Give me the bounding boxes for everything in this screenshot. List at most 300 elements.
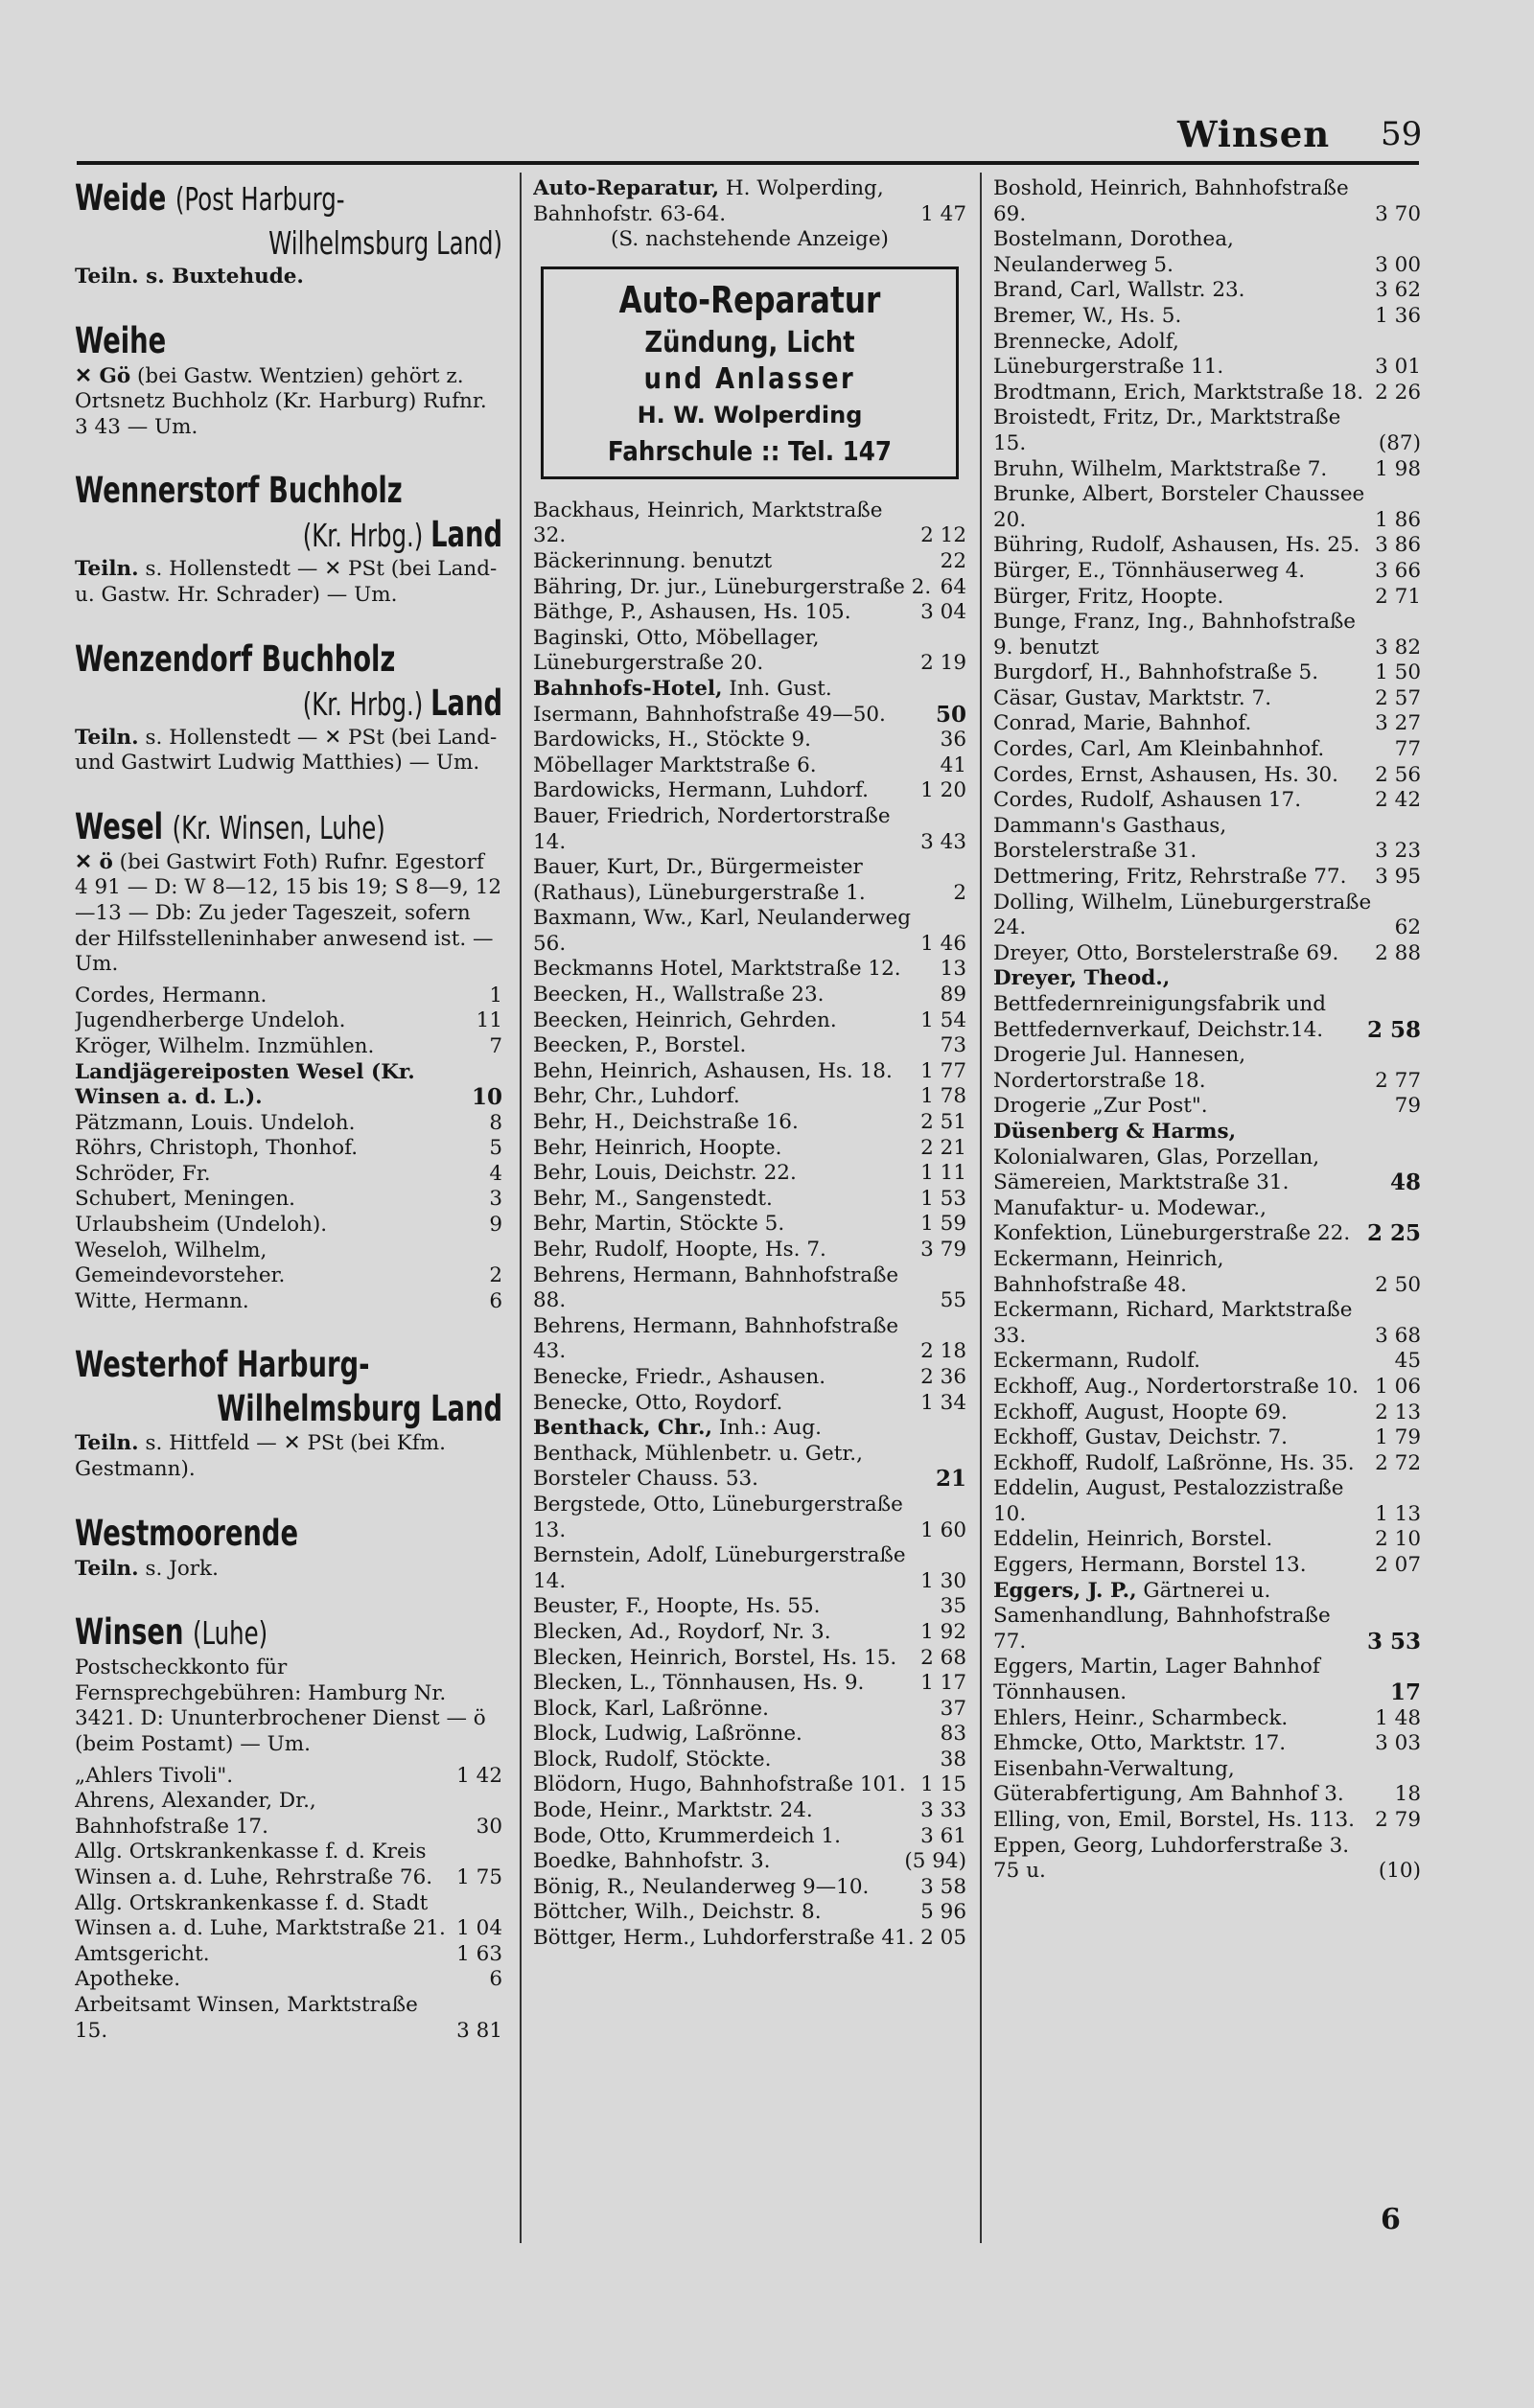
place-heading-main: Wennerstorf Buchholz: [75, 470, 403, 512]
directory-entry: [533, 957, 966, 983]
place-note: [75, 1656, 502, 1757]
entry-name: Allg. Ortskrankenkasse f. d. Stadt Winsen a. d. Luhe, Marktstraße 21.: [75, 1890, 446, 1941]
directory-entry: [75, 1162, 502, 1188]
entry-phone-number: 1 36: [1375, 303, 1421, 328]
entry-phone-number: 79: [1394, 1094, 1421, 1119]
entry-name: Bode, Heinr., Marktstr. 24.: [533, 1798, 813, 1823]
directory-entry: [75, 1891, 502, 1942]
entry-phone-number: 1 11: [920, 1161, 966, 1186]
entry-phone-number: (10): [1378, 1859, 1421, 1884]
place-heading-sub: (Post Harburg-: [174, 180, 345, 218]
entry-name: Bähring, Dr. jur., Lüneburgerstraße 2.: [533, 574, 932, 599]
entry-name: Amtsgericht.: [75, 1941, 210, 1966]
entry-phone-number: 83: [940, 1722, 966, 1747]
entry-phone-number: 9: [489, 1213, 502, 1238]
entry-phone-number: 2 88: [1375, 940, 1421, 965]
place-heading: [75, 1512, 502, 1557]
directory-entry: [993, 1094, 1421, 1120]
advertisement-box: [541, 266, 959, 479]
directory-entry: [75, 1111, 502, 1137]
entry-name: Jugendherberge Undeloh.: [75, 1008, 346, 1033]
entry-name: Backhaus, Heinrich, Marktstraße 32.: [533, 498, 883, 548]
directory-entry: [993, 610, 1421, 660]
entry-name: Blecken, Ad., Roydorf, Nr. 3.: [533, 1619, 831, 1644]
entry-name: Eckhoff, August, Hoopte 69.: [993, 1400, 1288, 1424]
entry-name: Ahrens, Alexander, Dr., Bahnhofstraße 17.: [75, 1789, 316, 1839]
entry-phone-number: 22: [940, 548, 966, 573]
entry-phone-number: 3 23: [1375, 839, 1421, 864]
directory-entry: [533, 1722, 966, 1748]
entry-name: Arbeitsamt Winsen, Marktstraße 15.: [75, 1992, 418, 2043]
place-note-lead: Teiln. s. Buxtehude.: [75, 265, 304, 289]
entry-name: Behr, Rudolf, Hoopte, Hs. 7.: [533, 1238, 826, 1262]
directory-entry: [993, 1579, 1421, 1656]
entry-name: Brennecke, Adolf, Lüneburgerstraße 11.: [993, 329, 1224, 380]
entry-name: Weseloh, Wilhelm, Gemeindevorsteher.: [75, 1238, 286, 1288]
entry-phone-number: 1: [489, 983, 502, 1007]
entry-name: Behrens, Hermann, Bahnhofstraße 43.: [533, 1313, 899, 1364]
entry-phone-number: 3 82: [1375, 635, 1421, 660]
entry-phone-number: 1 53: [920, 1186, 966, 1211]
entry-name: Röhrs, Christoph, Thonhof.: [75, 1136, 359, 1161]
entry-phone-number: 5 96: [920, 1900, 966, 1925]
entry-phone-number: 1 13: [1375, 1501, 1421, 1526]
advertisement-line: und Anlasser: [643, 361, 856, 396]
entry-phone-number: 38: [940, 1747, 966, 1771]
entry-name: [993, 966, 1361, 1043]
entry-phone-number: 4: [489, 1161, 502, 1186]
place-note-text: s. Hittfeld — ✕ PSt (bei Kfm. Gestmann).: [75, 1431, 446, 1482]
directory-entry: [75, 1060, 502, 1111]
entry-phone-number: 13: [940, 957, 966, 982]
directory-entry: [533, 728, 966, 753]
place-heading-sub: (Luhe): [192, 1614, 268, 1653]
entry-phone-number: 1 17: [920, 1671, 966, 1696]
entry-name-bold: Bahnhofs-Hotel,: [533, 676, 723, 701]
directory-entry: [75, 1239, 502, 1289]
directory-entry: [533, 1110, 966, 1136]
directory-entry: [993, 330, 1421, 381]
entry-phone-number: 2 05: [920, 1926, 966, 1951]
entry-phone-number: 10: [471, 1084, 502, 1111]
entry-name-rest: Kolonialwaren, Glas, Porzellan, Sämereien, Marktstraße 31.: [993, 1145, 1320, 1195]
entry-name: Dolling, Wilhelm, Lüneburgerstraße 24.: [993, 890, 1372, 940]
entry-name: Beecken, H., Wallstraße 23.: [533, 983, 825, 1007]
entry-name: Bardowicks, Hermann, Luhdorf.: [533, 778, 869, 803]
entry-phone-number: 3 70: [1375, 201, 1421, 226]
directory-entry: [75, 1187, 502, 1213]
entry-phone-number: 48: [1389, 1169, 1421, 1196]
entry-phone-number: 2 50: [1375, 1272, 1421, 1297]
column-1: [75, 176, 502, 2257]
entry-name: Conrad, Marie, Bahnhof.: [993, 711, 1252, 736]
directory-entry: [993, 1655, 1421, 1705]
entry-name: Beecken, P., Borstel.: [533, 1033, 747, 1058]
directory-entry: [993, 1375, 1421, 1401]
place-note: [75, 726, 502, 776]
entry-phone-number: 2: [489, 1263, 502, 1288]
directory-entry: [993, 1247, 1421, 1298]
entry-phone-number: 17: [1389, 1679, 1421, 1706]
entry-phone-number: 1 15: [920, 1772, 966, 1797]
entry-phone-number: 1 60: [920, 1517, 966, 1542]
directory-entry: [75, 1008, 502, 1034]
entry-name: Cordes, Carl, Am Kleinbahnhof.: [993, 737, 1325, 762]
entry-phone-number: 2 79: [1375, 1808, 1421, 1832]
entry-name-rest: Inh.: Aug. Benthack, Mühlenbetr. u. Getr., Borsteler Chauss. 53.: [533, 1416, 863, 1492]
entry-name: Behr, Heinrich, Hoopte.: [533, 1135, 782, 1160]
place-heading: [75, 176, 502, 221]
page-number: 59: [1381, 115, 1423, 153]
directory-entry: [993, 763, 1421, 789]
directory-entry: [533, 575, 966, 601]
entry-phone-number: 1 46: [920, 931, 966, 956]
entry-phone-number: 2 77: [1375, 1068, 1421, 1093]
directory-entry: [533, 1238, 966, 1263]
place-note-text: s. Hollenstedt — ✕ PSt (bei Land- und Gastwirt Ludwig Matthies) — Um.: [75, 725, 498, 776]
entry-name: Bürger, Fritz, Hoopte.: [993, 584, 1224, 609]
place-note: [75, 364, 502, 441]
place-heading: [75, 514, 502, 557]
entry-phone-number: 1 59: [920, 1212, 966, 1237]
directory-entry: [533, 1493, 966, 1543]
place-note-lead: Teiln.: [75, 725, 139, 750]
entry-name: Bauer, Friedrich, Nordertorstraße 14.: [533, 803, 891, 854]
directory-entry: [533, 176, 966, 227]
place-heading: [75, 1610, 502, 1656]
place-note-lead: ✕ Gö: [75, 363, 131, 388]
entry-phone-number: 3 01: [1375, 355, 1421, 380]
directory-entry: [533, 1136, 966, 1162]
directory-entry: [993, 176, 1421, 227]
directory-entry: [533, 1671, 966, 1697]
entry-name: [533, 1416, 930, 1493]
entry-phone-number: 2 18: [920, 1339, 966, 1364]
entry-phone-number: 45: [1394, 1349, 1421, 1374]
directory-entry: [993, 891, 1421, 941]
entry-name: [993, 1120, 1384, 1196]
entry-phone-number: 1 98: [1375, 456, 1421, 481]
entry-name: Benecke, Friedr., Ashausen.: [533, 1364, 826, 1389]
entry-name: Cäsar, Gustav, Marktstr. 7.: [993, 685, 1272, 710]
place-heading-main: Westerhof Harburg-: [75, 1344, 370, 1386]
directory-entry: [75, 984, 502, 1009]
entry-name: Beckmanns Hotel, Marktstraße 12.: [533, 957, 901, 982]
entry-phone-number: 89: [940, 983, 966, 1007]
place-note-lead: ✕ ö: [75, 849, 113, 874]
entry-name: Drogerie Jul. Hannesen, Nordertorstraße 18.: [993, 1043, 1246, 1093]
entry-name: Böttger, Herm., Luhdorferstraße 41.: [533, 1926, 915, 1951]
entry-name: Dammann's Gasthaus, Borstelerstraße 31.: [993, 813, 1227, 864]
entry-phone-number: 1 47: [920, 201, 966, 226]
entry-phone-number: 1 77: [920, 1058, 966, 1083]
entry-name: Allg. Ortskrankenkasse f. d. Kreis Winsen a. d. Luhe, Rehrstraße 76.: [75, 1840, 433, 1889]
entry-phone-number: 73: [940, 1033, 966, 1058]
directory-entry: [993, 1196, 1421, 1247]
place-note-text: s. Jork.: [138, 1556, 219, 1581]
entry-name: [993, 1579, 1361, 1656]
entry-name: Manufaktur- u. Modewar., Konfektion, Lüneburgerstraße 22.: [993, 1195, 1351, 1246]
directory-entry: [533, 753, 966, 779]
entry-phone-number: 18: [1394, 1782, 1421, 1807]
place-heading-main: Wenzendorf Buchholz: [75, 637, 396, 680]
directory-entry: [993, 686, 1421, 712]
place-heading-main: Weide: [75, 177, 175, 219]
place-heading: [75, 637, 502, 683]
directory-entry: [75, 1942, 502, 1968]
entry-name: Block, Karl, Laßrönne.: [533, 1696, 769, 1721]
directory-entry: [533, 1008, 966, 1034]
entry-name: Blecken, Heinrich, Borstel, Hs. 15.: [533, 1645, 897, 1670]
directory-entry: [993, 227, 1421, 278]
directory-entry: [533, 1697, 966, 1723]
directory-entry: [533, 626, 966, 677]
place-heading-main: Land: [430, 514, 502, 556]
entry-name: Behr, H., Deichstraße 16.: [533, 1110, 799, 1135]
directory-entry: [993, 814, 1421, 865]
place-note-text: (bei Gastwirt Foth) Rufnr. Egestorf 4 91 — D: W 8—12, 15 bis 19; S 8—9, 12—13 — Db: Zu jeder Tageszeit, sofern der Hilfsstelleninhaber anwesend ist. — Um.: [75, 849, 502, 977]
entry-phone-number: 1 42: [456, 1763, 502, 1788]
directory-entry: [993, 711, 1421, 737]
entry-phone-number: 2 13: [1375, 1400, 1421, 1424]
entry-phone-number: 1 54: [920, 1007, 966, 1032]
entry-phone-number: 3 66: [1375, 558, 1421, 583]
entry-phone-number: 2 57: [1375, 685, 1421, 710]
entry-phone-number: 1 06: [1375, 1374, 1421, 1399]
directory-entry: [993, 533, 1421, 559]
entry-phone-number: 37: [940, 1696, 966, 1721]
entry-phone-number: 3 43: [920, 829, 966, 854]
place-heading-sub: Wilhelmsburg Land): [268, 224, 502, 262]
directory-entry: [533, 1824, 966, 1850]
entry-phone-number: 2 56: [1375, 762, 1421, 787]
signature-mark: 6: [1381, 2203, 1401, 2236]
directory-entry: [533, 1620, 966, 1646]
entry-phone-number: 3 53: [1366, 1628, 1421, 1655]
entry-phone-number: 3 95: [1375, 865, 1421, 890]
directory-entry: [75, 1789, 502, 1840]
directory-entry: [75, 1213, 502, 1239]
directory-entry: [993, 1808, 1421, 1834]
entry-name: Landjägereiposten Wesel (Kr. Winsen a. d. L.).: [75, 1059, 415, 1110]
place-heading-main: Wesel: [75, 805, 173, 847]
entry-name: Bönig, R., Neulanderweg 9—10.: [533, 1874, 870, 1899]
entry-name: Baxmann, Ww., Karl, Neulanderweg 56.: [533, 906, 912, 956]
entry-name: Böttcher, Wilh., Deichstr. 8.: [533, 1900, 822, 1925]
directory-entry: [533, 1161, 966, 1187]
place-note: [75, 1557, 502, 1583]
directory-entry: [993, 941, 1421, 967]
entry-name: Bremer, W., Hs. 5.: [993, 303, 1182, 328]
directory-entry: [993, 737, 1421, 763]
entry-phone-number: 1 92: [920, 1619, 966, 1644]
directory-entry: [533, 906, 966, 957]
place-heading-main: Westmoorende: [75, 1512, 299, 1554]
entry-name: Witte, Hermann.: [75, 1288, 249, 1313]
directory-entry: [533, 1772, 966, 1798]
entry-phone-number: 55: [940, 1288, 966, 1313]
place-note-text: Postscheckkonto für Fernsprechgebühren: Hamburg Nr. 3421. D: Ununterbrochener Dienst — ö (beim Postamt) — Um.: [75, 1656, 486, 1756]
entry-phone-number: 1 63: [456, 1941, 502, 1966]
entry-name: Brand, Carl, Wallstr. 23.: [993, 278, 1245, 303]
entry-name: Behr, Martin, Stöckte 5.: [533, 1212, 785, 1237]
directory-entry: [993, 559, 1421, 585]
entry-phone-number: 3 61: [920, 1823, 966, 1848]
directory-entry: [993, 304, 1421, 330]
directory-entry: [533, 1059, 966, 1085]
entry-name-bold: Benthack, Chr.,: [533, 1416, 713, 1441]
entry-name: Eckhoff, Aug., Nordertorstraße 10.: [993, 1374, 1359, 1399]
entry-name: Block, Ludwig, Laßrönne.: [533, 1722, 802, 1747]
place-note-lead: Teiln.: [75, 1431, 139, 1456]
directory-entry: [993, 405, 1421, 456]
directory-entry: [993, 1425, 1421, 1451]
directory-entry: [533, 778, 966, 804]
directory-entry: [993, 1120, 1421, 1196]
entry-name: Eggers, Martin, Lager Bahnhof Tönnhausen.: [993, 1655, 1320, 1705]
entry-phone-number: 2 26: [1375, 380, 1421, 405]
entry-name: Eckhoff, Rudolf, Laßrönne, Hs. 35.: [993, 1450, 1355, 1475]
directory-entry: [993, 1476, 1421, 1527]
entry-name-rest: H. Wolperding, Bahnhofstr. 63-64.: [533, 176, 884, 226]
entry-name-rest: Bettfedernreinigungsfabrik und Bettfedernverkauf, Deichstr.14.: [993, 992, 1326, 1042]
entry-name: Ehmcke, Otto, Marktstr. 17.: [993, 1731, 1287, 1756]
directory-entry: [75, 1136, 502, 1162]
directory-entry: [533, 1748, 966, 1773]
entry-phone-number: 8: [489, 1110, 502, 1135]
directory-entry: [993, 1834, 1421, 1885]
directory-entry: [533, 1187, 966, 1213]
directory-entry: [533, 804, 966, 855]
entry-name: Urlaubsheim (Undeloh).: [75, 1213, 328, 1238]
entry-phone-number: 7: [489, 1033, 502, 1058]
place-heading-sub: (Kr. Hrbg.): [302, 684, 430, 723]
entry-phone-number: 1 48: [1375, 1705, 1421, 1730]
entry-phone-number: 3 86: [1375, 533, 1421, 558]
entry-phone-number: 35: [940, 1594, 966, 1619]
entry-name: Beuster, F., Hoopte, Hs. 55.: [533, 1594, 821, 1619]
entry-name: Schubert, Meningen.: [75, 1187, 296, 1212]
entry-phone-number: 2 42: [1375, 788, 1421, 813]
entry-name: Bäckerinnung. benutzt: [533, 548, 773, 573]
entry-name: Cordes, Rudolf, Ashausen 17.: [993, 788, 1302, 813]
entry-name: Bunge, Franz, Ing., Bahnhofstraße 9. benutzt: [993, 610, 1357, 660]
entry-phone-number: 2 36: [920, 1364, 966, 1389]
header-rule: [77, 161, 1419, 165]
entry-name: Elling, von, Emil, Borstel, Hs. 113.: [993, 1808, 1355, 1832]
entry-name: Eddelin, August, Pestalozzistraße 10.: [993, 1476, 1344, 1526]
place-heading-main: Land: [430, 682, 502, 724]
directory-entry: [993, 660, 1421, 686]
directory-entry: [75, 1840, 502, 1890]
column-2: [533, 176, 966, 2257]
ad-reference: (S. nachstehende Anzeige): [611, 227, 889, 252]
entry-phone-number: 3 81: [456, 2018, 502, 2043]
directory-entry: [533, 983, 966, 1008]
directory-entry: [533, 1900, 966, 1926]
entry-name: Broistedt, Fritz, Dr., Marktstraße 15.: [993, 405, 1341, 455]
entry-phone-number: 1 75: [456, 1864, 502, 1889]
entry-phone-number: 1 34: [920, 1390, 966, 1415]
directory-entry: [533, 1416, 966, 1493]
entry-phone-number: 3 33: [920, 1798, 966, 1823]
directory-entry: [533, 498, 966, 549]
directory-entry: [533, 677, 966, 728]
entry-name: „Ahlers Tivoli".: [75, 1763, 234, 1788]
entry-name: Bühring, Rudolf, Ashausen, Hs. 25.: [993, 533, 1360, 558]
advertisement-line: Zündung, Licht: [644, 325, 855, 359]
directory-entry: [993, 966, 1421, 1043]
entry-phone-number: 6: [489, 1288, 502, 1313]
advertisement-line: Fahrschule :: Tel. 147: [607, 434, 893, 467]
place-heading-main: Winsen: [75, 1611, 193, 1654]
entry-phone-number: 1 20: [920, 778, 966, 803]
entry-phone-number: 2: [953, 880, 966, 905]
place-heading-main: Weihe: [75, 319, 167, 361]
entry-name-rest: Inh. Gust. Isermann, Bahnhofstraße 49—50.: [533, 676, 886, 727]
place-note-text: s. Hollenstedt — ✕ PSt (bei Land- u. Gastw. Hr. Schrader) — Um.: [75, 557, 498, 607]
directory-entry: [75, 1993, 502, 2044]
entry-name: Beecken, Heinrich, Gehrden.: [533, 1007, 837, 1032]
entry-phone-number: 1 79: [1375, 1425, 1421, 1450]
entry-phone-number: 3 03: [1375, 1731, 1421, 1756]
directory-entry: [533, 1391, 966, 1417]
directory-entry: [993, 1298, 1421, 1349]
entry-name: Dreyer, Otto, Borstelerstraße 69.: [993, 940, 1339, 965]
entry-name: Drogerie „Zur Post".: [993, 1094, 1208, 1119]
place-note: [75, 557, 502, 608]
directory-entry: [993, 1401, 1421, 1426]
directory-entry: [533, 1875, 966, 1901]
place-heading: [75, 319, 502, 364]
entry-phone-number: 2 07: [1375, 1553, 1421, 1578]
place-heading-sub: (Kr. Hrbg.): [302, 517, 430, 555]
entry-phone-number: 3 79: [920, 1238, 966, 1262]
directory-entry: [75, 1764, 502, 1790]
directory-entry: [533, 1926, 966, 1952]
entry-name: Eppen, Georg, Luhdorferstraße 3. 75 u.: [993, 1833, 1350, 1884]
entry-name-bold: Eggers, J. P.,: [993, 1578, 1137, 1603]
entry-name: Apotheke.: [75, 1967, 181, 1992]
entry-name: Behn, Heinrich, Ashausen, Hs. 18.: [533, 1058, 893, 1083]
directory-entry: [75, 1289, 502, 1315]
entry-name: Cordes, Hermann.: [75, 983, 267, 1007]
entry-name: Bürger, E., Tönnhäuserweg 4.: [993, 558, 1306, 583]
entry-name: Bostelmann, Dorothea, Neulanderweg 5.: [993, 227, 1234, 277]
entry-name: Block, Rudolf, Stöckte.: [533, 1747, 772, 1771]
entry-phone-number: 1 30: [920, 1568, 966, 1593]
place-heading: [75, 683, 502, 726]
advertisement-line: Auto-Reparatur: [618, 278, 881, 321]
column-divider-1: [520, 173, 522, 2243]
directory-entry: [533, 1849, 966, 1875]
place-note-lead: Teiln.: [75, 1556, 139, 1581]
entry-phone-number: 2 51: [920, 1110, 966, 1135]
directory-entry: [533, 1365, 966, 1391]
place-heading-sub: (Kr. Winsen, Luhe): [172, 808, 385, 846]
entry-name: [533, 176, 915, 227]
entry-phone-number: 41: [940, 752, 966, 777]
entry-phone-number: 1 50: [1375, 660, 1421, 685]
entry-phone-number: 2 25: [1366, 1220, 1421, 1247]
place-heading: [75, 805, 502, 850]
entry-name: Eckermann, Richard, Marktstraße 33.: [993, 1298, 1353, 1348]
entry-name: Behr, Chr., Luhdorf.: [533, 1084, 740, 1109]
entry-phone-number: 3 62: [1375, 278, 1421, 303]
directory-entry: [533, 1263, 966, 1314]
entry-phone-number: 77: [1394, 737, 1421, 762]
directory-entry: [993, 1553, 1421, 1579]
